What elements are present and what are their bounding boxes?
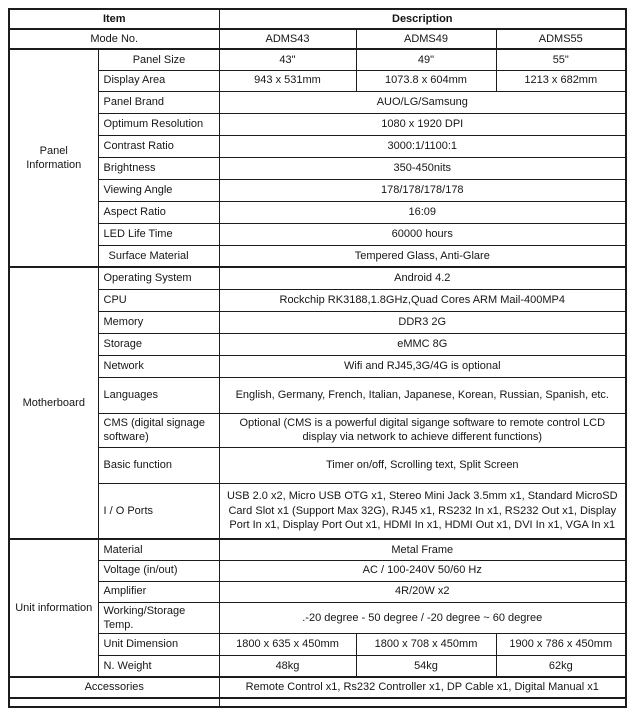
- row-value: Timer on/off, Scrolling text, Split Screen: [219, 447, 626, 483]
- row-label: N. Weight: [98, 656, 219, 677]
- row-label: Panel Size: [98, 49, 219, 70]
- row-languages: [9, 377, 626, 413]
- accessories-value: Remote Control x1, Rs232 Controller x1, DP Cable x1, Digital Manual x1: [219, 677, 626, 698]
- row-value: 350-450nits: [219, 157, 626, 179]
- row-basic-function: [9, 447, 626, 483]
- header-description: Description: [219, 9, 626, 29]
- row-label: LED Life Time: [98, 223, 219, 245]
- spec-table: [8, 8, 627, 708]
- row-led-life-time: [9, 223, 626, 245]
- row-value: 16:09: [219, 201, 626, 223]
- row-label: Amplifier: [98, 581, 219, 602]
- mode-value-adms55: ADMS55: [496, 29, 626, 49]
- row-value: 55": [496, 49, 626, 70]
- mode-label: Mode No.: [9, 29, 219, 49]
- row-working-storage-temp: [9, 602, 626, 634]
- row-label: CMS (digital signage software): [98, 413, 219, 447]
- row-label: Display Area: [98, 70, 219, 91]
- row-label: Optimum Resolution: [98, 113, 219, 135]
- row-value: 1213 x 682mm: [496, 70, 626, 91]
- row-accessories: [9, 677, 626, 698]
- partial-row: [9, 698, 626, 707]
- row-panel-size: [9, 49, 626, 70]
- row-value: English, Germany, French, Italian, Japanese, Korean, Russian, Spanish, etc.: [219, 377, 626, 413]
- row-value: 43": [219, 49, 356, 70]
- row-label: Basic function: [98, 447, 219, 483]
- row-optimum-resolution: [9, 113, 626, 135]
- row-value: 1073.8 x 604mm: [356, 70, 496, 91]
- row-unit-dimension: [9, 634, 626, 656]
- row-label: Panel Brand: [98, 91, 219, 113]
- row-panel-brand: [9, 91, 626, 113]
- row-surface-material: [9, 245, 626, 267]
- row-value: .-20 degree - 50 degree / -20 degree ~ 60 degree: [219, 602, 626, 634]
- row-value: 1900 x 786 x 450mm: [496, 634, 626, 656]
- group-panel-information: Panel Information: [9, 49, 98, 267]
- row-cpu: [9, 289, 626, 311]
- row-value: 3000:1/1100:1: [219, 135, 626, 157]
- row-brightness: [9, 157, 626, 179]
- row-value: Wifi and RJ45,3G/4G is optional: [219, 355, 626, 377]
- row-label: I / O Ports: [98, 483, 219, 539]
- mode-value-adms49: ADMS49: [356, 29, 496, 49]
- row-io-ports: [9, 483, 626, 539]
- row-value: 1080 x 1920 DPI: [219, 113, 626, 135]
- row-voltage: [9, 560, 626, 581]
- row-label: Working/Storage Temp.: [98, 602, 219, 634]
- row-operating-system: [9, 267, 626, 289]
- row-label: Network: [98, 355, 219, 377]
- row-contrast-ratio: [9, 135, 626, 157]
- header-item: Item: [9, 9, 219, 29]
- header-row: [9, 9, 626, 29]
- row-value: DDR3 2G: [219, 311, 626, 333]
- row-value: 178/178/178/178: [219, 179, 626, 201]
- row-material: [9, 539, 626, 560]
- row-cms: [9, 413, 626, 447]
- mode-value-adms43: ADMS43: [219, 29, 356, 49]
- row-label: Voltage (in/out): [98, 560, 219, 581]
- group-unit-information: Unit information: [9, 539, 98, 677]
- row-value: Optional (CMS is a powerful digital sigange software to remote control LCD display via network to achieve different functions): [219, 413, 626, 447]
- row-label: Unit Dimension: [98, 634, 219, 656]
- row-value: AC / 100-240V 50/60 Hz: [219, 560, 626, 581]
- row-label: Storage: [98, 333, 219, 355]
- group-motherboard: Motherboard: [9, 267, 98, 539]
- row-value: 943 x 531mm: [219, 70, 356, 91]
- row-label: Brightness: [98, 157, 219, 179]
- row-value: 1800 x 635 x 450mm: [219, 634, 356, 656]
- row-label: Aspect Ratio: [98, 201, 219, 223]
- row-value: USB 2.0 x2, Micro USB OTG x1, Stereo Mini Jack 3.5mm x1, Standard MicroSD Card Slot x1 (Support Max 32G), RJ45 x1, RS232 In x1, RS232 Out x1, Display Port In x1, Display Port Out x1, HDMI In x1, HDMI Out x1, DVI In x1, VGA In x1: [219, 483, 626, 539]
- partial-cell-left: [9, 698, 219, 707]
- row-value: Metal Frame: [219, 539, 626, 560]
- row-label: Languages: [98, 377, 219, 413]
- row-value: 48kg: [219, 656, 356, 677]
- accessories-label: Accessories: [9, 677, 219, 698]
- row-value: 62kg: [496, 656, 626, 677]
- partial-cell-right: [219, 698, 626, 707]
- row-value: 60000 hours: [219, 223, 626, 245]
- row-value: 49": [356, 49, 496, 70]
- row-label: Surface Material: [98, 245, 219, 267]
- mode-row: [9, 29, 626, 49]
- row-aspect-ratio: [9, 201, 626, 223]
- row-value: Android 4.2: [219, 267, 626, 289]
- row-value: AUO/LG/Samsung: [219, 91, 626, 113]
- row-network: [9, 355, 626, 377]
- row-value: eMMC 8G: [219, 333, 626, 355]
- row-memory: [9, 311, 626, 333]
- row-value: 1800 x 708 x 450mm: [356, 634, 496, 656]
- row-display-area: [9, 70, 626, 91]
- row-label: Operating System: [98, 267, 219, 289]
- row-value: Rockchip RK3188,1.8GHz,Quad Cores ARM Mail-400MP4: [219, 289, 626, 311]
- row-value: 4R/20W x2: [219, 581, 626, 602]
- row-n-weight: [9, 656, 626, 677]
- row-storage: [9, 333, 626, 355]
- row-amplifier: [9, 581, 626, 602]
- row-label: Memory: [98, 311, 219, 333]
- row-value: 54kg: [356, 656, 496, 677]
- row-viewing-angle: [9, 179, 626, 201]
- row-label: CPU: [98, 289, 219, 311]
- row-label: Viewing Angle: [98, 179, 219, 201]
- row-label: Material: [98, 539, 219, 560]
- row-value: Tempered Glass, Anti-Glare: [219, 245, 626, 267]
- row-label: Contrast Ratio: [98, 135, 219, 157]
